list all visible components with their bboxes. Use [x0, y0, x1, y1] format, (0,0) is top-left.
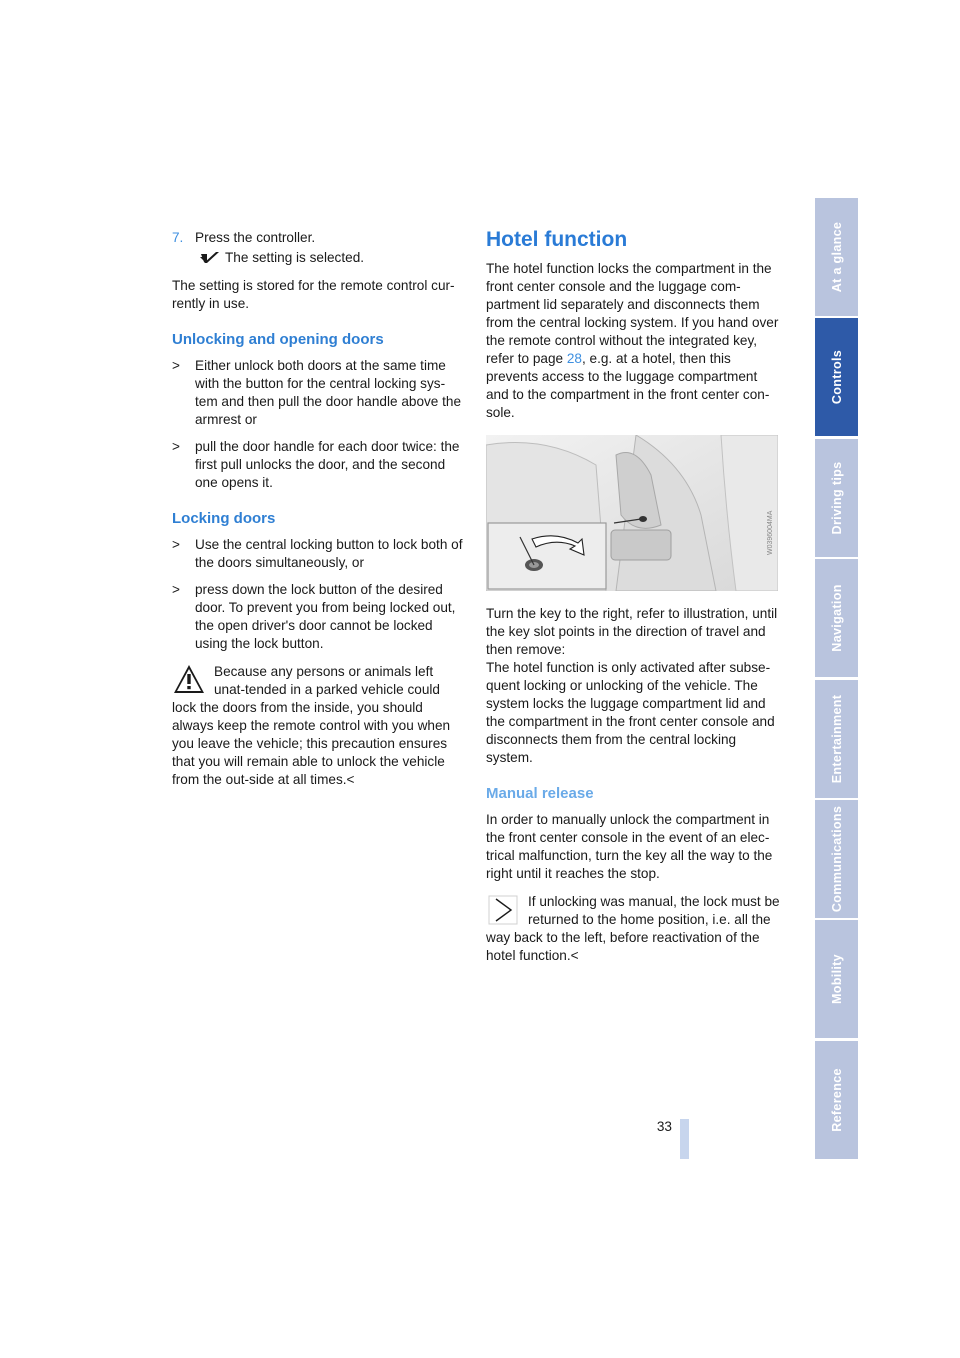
right-column: [486, 229, 781, 965]
locking-bullet-1: [172, 536, 465, 572]
warning-triangle-icon: [172, 663, 206, 695]
tab-mobility[interactable]: [815, 920, 858, 1038]
step-result-text: The setting is selected.: [225, 250, 365, 265]
intro-text-part: The hotel function locks the compartment in the front center console and the luggage com-partment lid separately and disconnects them from the central locking system. If you hand over the remote control without the integrated key, refer to page: [486, 261, 779, 366]
side-navigation-tabs: [815, 198, 858, 1160]
step-result: [172, 249, 465, 267]
tab-label: Entertainment: [829, 694, 844, 783]
locking-bullet-2: [172, 581, 465, 653]
tab-label: Controls: [829, 350, 844, 405]
bullet-text: press down the lock button of the desired door. To prevent you from being locked out, the open driver's door cannot be locked using the lock button.: [195, 582, 456, 651]
page-marker-bar: [680, 1119, 689, 1159]
bullet-marker: >: [172, 439, 180, 454]
page-link[interactable]: 28: [566, 351, 582, 366]
stored-text: The setting is stored for the remote control cur-rently in use.: [172, 278, 455, 311]
bullet-marker: >: [172, 537, 180, 552]
tab-driving-tips[interactable]: [815, 439, 858, 557]
unlocking-bullet-1: [172, 357, 465, 429]
note-text: If unlocking was manual, the lock must be returned to the home position, i.e. all the way back to the left, before reactivation of the hotel function.: [486, 894, 780, 963]
bullet-marker: >: [172, 358, 180, 373]
tab-communications[interactable]: [815, 800, 858, 918]
tab-reference[interactable]: [815, 1041, 858, 1159]
tab-label: Mobility: [829, 954, 844, 1005]
note-triangle-icon: [486, 893, 520, 925]
warning-notice: [172, 663, 465, 789]
section-title: Hotel function: [486, 228, 628, 251]
warning-text: Because any persons or animals left unat-tended in a parked vehicle could lock the doors from the inside, you should always keep the remote control with you when you leave the vehicle; this precaution ensures that you will remain able to unlock the vehicle from the out-side at all times.: [172, 664, 451, 787]
illustration-drawing: [486, 435, 778, 591]
step-number: 7.: [172, 230, 184, 245]
bullet-marker: >: [172, 582, 180, 597]
note-notice: [486, 893, 781, 965]
checkmark-icon: [199, 251, 221, 265]
intro-text: [486, 260, 781, 422]
tab-label: Reference: [829, 1067, 844, 1132]
locking-heading: Locking doors: [172, 510, 276, 527]
unlocking-bullet-2: [172, 438, 465, 492]
step-text: Press the controller.: [195, 230, 316, 245]
tab-entertainment[interactable]: [815, 680, 858, 798]
step-7: [172, 229, 465, 247]
tab-label: At a glance: [829, 221, 844, 293]
bullet-text: pull the door handle for each door twice: the first pull unlocks the door, and the second one opens it.: [195, 439, 460, 490]
manual-release-text: In order to manually unlock the compartment in the front center console in the event of an elec-trical malfunction, turn the key all the way to the right until it reaches the stop.: [486, 812, 773, 881]
bullet-text: Use the central locking button to lock both of the doors simultaneously, or: [195, 537, 463, 570]
hotel-function-illustration: [486, 435, 778, 591]
tab-controls[interactable]: [815, 318, 858, 436]
tab-label: Driving tips: [829, 461, 844, 535]
end-mark: <: [570, 948, 579, 963]
bullet-text: Either unlock both doors at the same time with the button for the central locking sys-tem and then pull the door handle above the armrest or: [195, 358, 462, 427]
figure-code: W0396004MA: [767, 510, 774, 555]
tab-label: Navigation: [829, 584, 844, 652]
tab-navigation[interactable]: [815, 559, 858, 677]
activation-text: The hotel function is only activated after subse-quent locking or unlocking of the vehicle. The system locks the luggage compartment lid and the compartment in the front center console and disconnects them from the central locking system.: [486, 660, 775, 765]
unlocking-heading: Unlocking and opening doors: [172, 331, 384, 348]
page-number: 33: [656, 1119, 672, 1134]
left-column: [172, 229, 465, 789]
tab-label: Communications: [829, 805, 844, 913]
end-mark: <: [346, 772, 355, 787]
intro-text-part: , e.g. at a hotel, then this prevents access to the luggage compartment and to the compartment in the front center con-sole.: [486, 351, 770, 420]
turn-text: Turn the key to the right, refer to illustration, until the key slot points in the direction of travel and then remove:: [486, 606, 778, 657]
tab-at-a-glance[interactable]: [815, 198, 858, 316]
manual-release-heading: Manual release: [486, 785, 594, 802]
